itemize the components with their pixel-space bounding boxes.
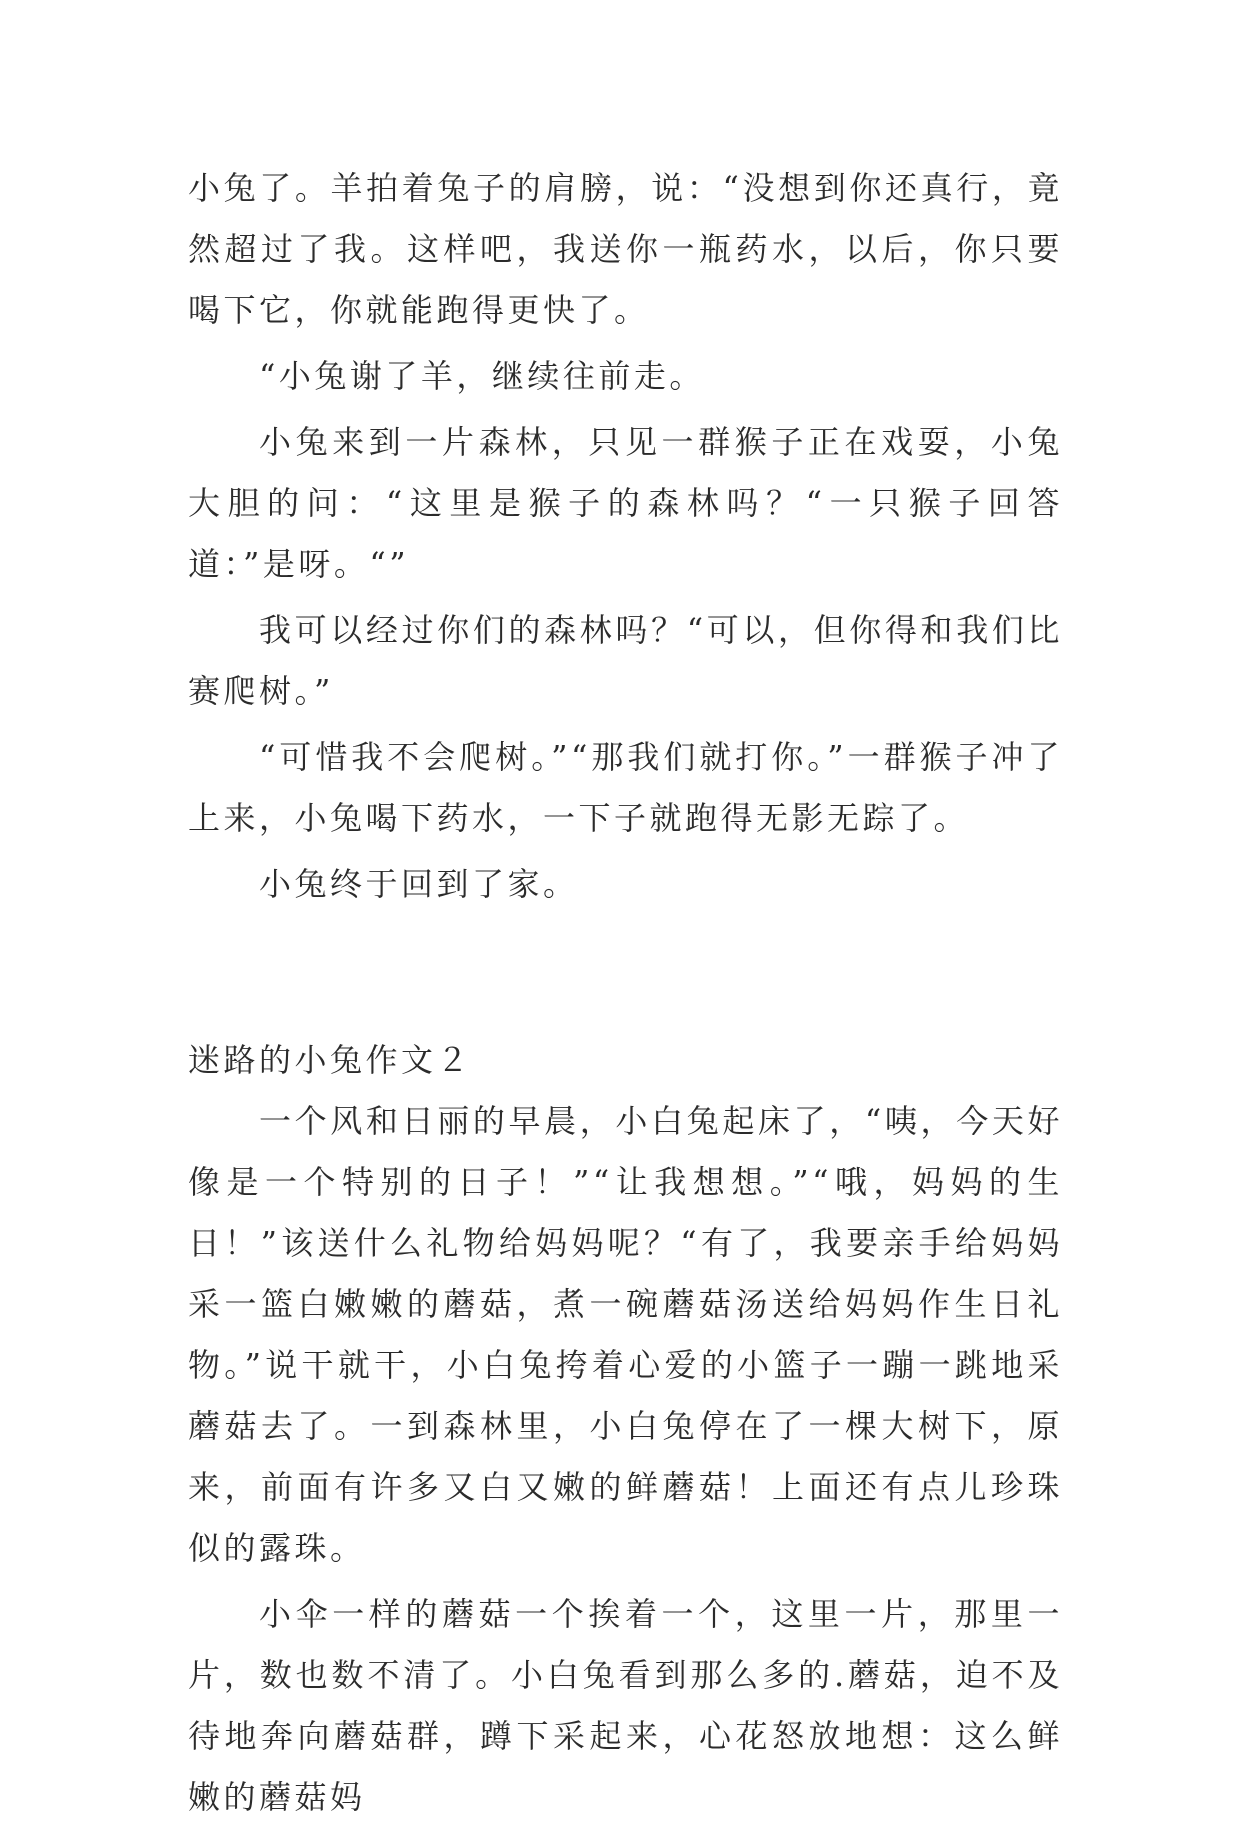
paragraph-3: 小兔来到一片森林，只见一群猴子正在戏耍，小兔大胆的问：“这里是猴子的森林吗？“一只猴子回答道：”是呀。“” <box>188 423 1063 583</box>
paragraph-4: 我可以经过你们的森林吗？“可以，但你得和我们比赛爬树。” <box>188 611 1063 710</box>
paragraph-5: “可惜我不会爬树。”“那我们就打你。”一群猴子冲了上来，小兔喝下药水，一下子就跑得无影无踪了。 <box>188 738 1063 837</box>
paragraph-1: 小兔了。羊拍着兔子的肩膀，说：“没想到你还真行，竟然超过了我。这样吧，我送你一瓶药水，以后，你只要喝下它，你就能跑得更快了。 <box>188 169 1063 329</box>
section-title: 迷路的小兔作文２ <box>188 1041 473 1079</box>
paragraph-2: “小兔谢了羊，继续往前走。 <box>259 357 705 395</box>
document-body <box>188 158 1063 1828</box>
paragraph-6: 小兔终于回到了家。 <box>259 865 579 903</box>
paragraph-7: 一个风和日丽的早晨，小白兔起床了，“咦，今天好像是一个特别的日子！”“让我想想。”“哦，妈妈的生日！”该送什么礼物给妈妈呢？“有了，我要亲手给妈妈采一篮白嫩嫩的蘑菇，煮一碗蘑菇汤送给妈妈作生日礼物。”说干就干，小白兔挎着心爱的小篮子一蹦一跳地采蘑菇去了。一到森林里，小白兔停在了一棵大树下，原来，前面有许多又白又嫩的鲜蘑菇！上面还有点儿珍珠似的露珠。 <box>188 1102 1063 1567</box>
paragraph-8: 小伞一样的蘑菇一个挨着一个，这里一片，那里一片，数也数不清了。小白兔看到那么多的.蘑菇，迫不及待地奔向蘑菇群，蹲下采起来，心花怒放地想：这么鲜嫩的蘑菇妈 <box>188 1595 1063 1816</box>
